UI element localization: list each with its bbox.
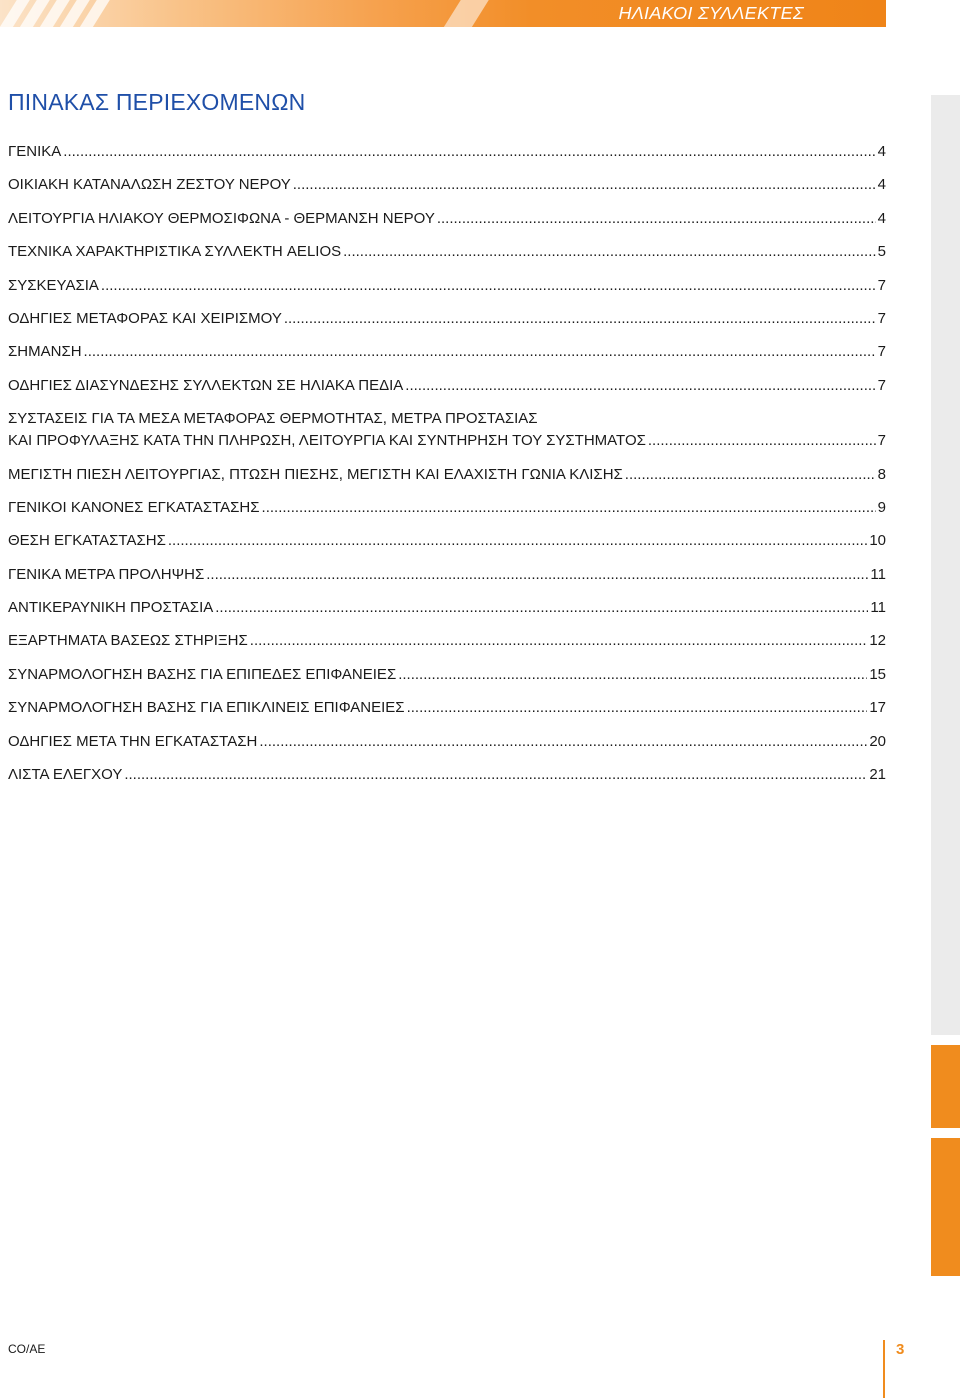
toc-entry-title: ΟΔΗΓΙΕΣ ΜΕΤΑΦΟΡΑΣ ΚΑΙ ΧΕΙΡΙΣΜΟΥ (8, 309, 282, 327)
toc-entry-line (8, 308, 886, 330)
toc-entry-page: 4 (877, 209, 886, 227)
toc-entry-title: ΣΥΝΑΡΜΟΛΟΓΗΣΗ ΒΑΣΗΣ ΓΙΑ ΕΠΙΚΛΙΝΕΙΣ ΕΠΙΦΑΝΕΙΕΣ (8, 699, 405, 717)
toc-entry-title: ΣΗΜΑΝΣΗ (8, 343, 82, 361)
toc-dot-leader (63, 141, 875, 163)
toc-entry[interactable] (8, 630, 886, 652)
toc-entry-title: ΓΕΝΙΚΑ (8, 143, 62, 160)
toc-entry-title: ΣΥΝΑΡΜΟΛΟΓΗΣΗ ΒΑΣΗΣ ΓΙΑ ΕΠΙΠΕΔΕΣ ΕΠΙΦΑΝΕΙΕΣ (8, 665, 397, 683)
toc-entry-title: ΓΕΝΙΚΑ ΜΕΤΡΑ ΠΡΟΛΗΨΗΣ (8, 565, 205, 583)
toc-entry-line (8, 497, 886, 519)
toc-entry[interactable] (8, 564, 886, 586)
toc-dot-leader (250, 630, 868, 652)
toc-dot-leader (405, 375, 875, 397)
toc-entry-title: ΚΑΙ ΠΡΟΦΥΛΑΞΗΣ ΚΑΤΑ ΤΗΝ ΠΛΗΡΩΣΗ, ΛΕΙΤΟΥΡΓΙΑ ΚΑΙ ΣΥΝΤΗΡΗΣΗ ΤΟΥ ΣΥΣΤΗΜΑΤΟΣ (8, 432, 646, 450)
toc-entry-line (8, 430, 886, 452)
banner-cut (440, 0, 493, 27)
toc-dot-leader (259, 731, 867, 753)
toc-entry-page: 15 (869, 665, 886, 683)
toc-entry-line (8, 597, 886, 619)
toc-entry-page: 17 (869, 699, 886, 717)
toc-dot-leader (648, 430, 876, 452)
toc-entry[interactable] (8, 464, 886, 486)
toc-entry-title: ΘΕΣΗ ΕΓΚΑΤΑΣΤΑΣΗΣ (8, 532, 166, 550)
toc-entry-line (8, 375, 886, 397)
toc-entry-page: 7 (877, 276, 886, 294)
toc-entry-line (8, 664, 886, 686)
toc-entry-page: 11 (870, 599, 886, 617)
toc-entry-line (8, 141, 886, 163)
toc-entry-page: 5 (877, 243, 886, 261)
toc-entry-line (8, 341, 886, 363)
toc-entry-title: ΓΕΝΙΚΟΙ ΚΑΝΟΝΕΣ ΕΓΚΑΤΑΣΤΑΣΗΣ (8, 498, 260, 516)
toc-entry[interactable] (8, 764, 886, 786)
toc-entry-line (8, 208, 886, 230)
toc-entry-page: 7 (877, 343, 886, 361)
toc-entry[interactable] (8, 308, 886, 330)
header-title: ΗΛΙΑΚΟΙ ΣΥΛΛΕΚΤΕΣ (618, 3, 804, 23)
toc-entry-title: ΛΕΙΤΟΥΡΓΙΑ ΗΛΙΑΚΟΥ ΘΕΡΜΟΣΙΦΩΝΑ - ΘΕΡΜΑΝΣΗ ΝΕΡΟΥ (8, 209, 435, 227)
header-banner (0, 0, 886, 27)
toc-dot-leader (284, 308, 876, 330)
toc-entry[interactable] (8, 597, 886, 619)
toc-entry-page: 4 (877, 143, 886, 160)
toc-entry[interactable] (8, 275, 886, 297)
toc-dot-leader (437, 208, 876, 230)
toc-entry-title: ΜΕΓΙΣΤΗ ΠΙΕΣΗ ΛΕΙΤΟΥΡΓΙΑΣ, ΠΤΩΣΗ ΠΙΕΣΗΣ, ΜΕΓΙΣΤΗ ΚΑΙ ΕΛΑΧΙΣΤΗ ΓΩΝΙΑ ΚΛΙΣΗΣ (8, 465, 623, 483)
toc-dot-leader (398, 664, 867, 686)
side-tab-strip (931, 95, 960, 1035)
toc-entry-title: ΟΔΗΓΙΕΣ ΜΕΤΑ ΤΗΝ ΕΓΚΑΤΑΣΤΑΣΗ (8, 732, 258, 750)
toc-entry[interactable] (8, 141, 886, 163)
toc-dot-leader (206, 564, 868, 586)
toc-dot-leader (625, 464, 876, 486)
toc-entry-line (8, 564, 886, 586)
toc-entry[interactable] (8, 408, 886, 452)
toc-entry-line (8, 174, 886, 196)
toc-entry-page: 7 (877, 432, 886, 450)
toc-entry-line (8, 630, 886, 652)
side-tab-active (931, 1045, 960, 1128)
toc-entry-title: ΤΕΧΝΙΚΑ ΧΑΡΑΚΤΗΡΙΣΤΙΚΑ ΣΥΛΛΕΚΤΗ AELIOS (8, 243, 342, 261)
toc-entry-line (8, 530, 886, 552)
toc-entry[interactable] (8, 664, 886, 686)
toc-dot-leader (101, 275, 876, 297)
toc-entry-line (8, 764, 886, 786)
footer-code: CO/AE (8, 1342, 46, 1356)
toc-entry-title-line: ΣΥΣΤΑΣΕΙΣ ΓΙΑ ΤΑ ΜΕΣΑ ΜΕΤΑΦΟΡΑΣ ΘΕΡΜΟΤΗΤΑΣ, ΜΕΤΡΑ ΠΡΟΣΤΑΣΙΑΣ (8, 410, 538, 428)
side-tab-active (931, 1138, 960, 1276)
toc-entry-page: 4 (877, 176, 886, 194)
toc-entry[interactable] (8, 697, 886, 719)
toc-entry-page: 9 (877, 498, 886, 516)
toc-entry-title: ΛΙΣΤΑ ΕΛΕΓΧΟΥ (8, 766, 123, 784)
toc-entry-page: 12 (869, 632, 886, 650)
toc-dot-leader (262, 497, 876, 519)
toc-entry[interactable] (8, 731, 886, 753)
toc-entry-line (8, 241, 886, 263)
toc-entry[interactable] (8, 375, 886, 397)
toc-dot-leader (293, 174, 876, 196)
toc-entry-page: 20 (869, 732, 886, 750)
toc-entry[interactable] (8, 341, 886, 363)
toc-entry-title: ΟΔΗΓΙΕΣ ΔΙΑΣΥΝΔΕΣΗΣ ΣΥΛΛΕΚΤΩΝ ΣΕ ΗΛΙΑΚΑ ΠΕΔΙΑ (8, 376, 404, 394)
toc-entry[interactable] (8, 497, 886, 519)
toc-entry-title: ΕΞΑΡΤΗΜΑΤΑ ΒΑΣΕΩΣ ΣΤΗΡΙΞΗΣ (8, 632, 248, 650)
toc-entry-title: ΣΥΣΚΕΥΑΣΙΑ (8, 276, 99, 294)
toc-entry-page: 10 (869, 532, 886, 550)
footer-divider (883, 1340, 885, 1398)
toc-entry-page: 11 (870, 565, 886, 583)
toc-entry-line (8, 275, 886, 297)
toc-entry[interactable] (8, 174, 886, 196)
toc-dot-leader (124, 764, 867, 786)
toc-heading: ΠΙΝΑΚΑΣ ΠΕΡΙΕΧΟΜΕΝΩΝ (8, 89, 306, 115)
toc-dot-leader (407, 697, 868, 719)
toc-entry[interactable] (8, 208, 886, 230)
toc-entry-title: ΟΙΚΙΑΚΗ ΚΑΤΑΝΑΛΩΣΗ ΖΕΣΤΟΥ ΝΕΡΟΥ (8, 176, 291, 194)
toc-entry-page: 8 (877, 465, 886, 483)
toc-entry[interactable] (8, 530, 886, 552)
toc-entry-line (8, 731, 886, 753)
page-number: 3 (896, 1341, 905, 1358)
toc-entry-page: 7 (877, 309, 886, 327)
toc-dot-leader (343, 241, 876, 263)
toc-entry-line (8, 697, 886, 719)
toc-entry-title: ΑΝΤΙΚΕΡΑΥΝΙΚΗ ΠΡΟΣΤΑΣΙΑ (8, 599, 214, 617)
toc-entry-page: 7 (877, 376, 886, 394)
toc-entry[interactable] (8, 241, 886, 263)
toc-entry-line (8, 464, 886, 486)
toc-entry-page: 21 (869, 766, 886, 784)
toc-dot-leader (84, 341, 876, 363)
toc-dot-leader (168, 530, 867, 552)
table-of-contents (8, 141, 886, 797)
toc-dot-leader (215, 597, 868, 619)
